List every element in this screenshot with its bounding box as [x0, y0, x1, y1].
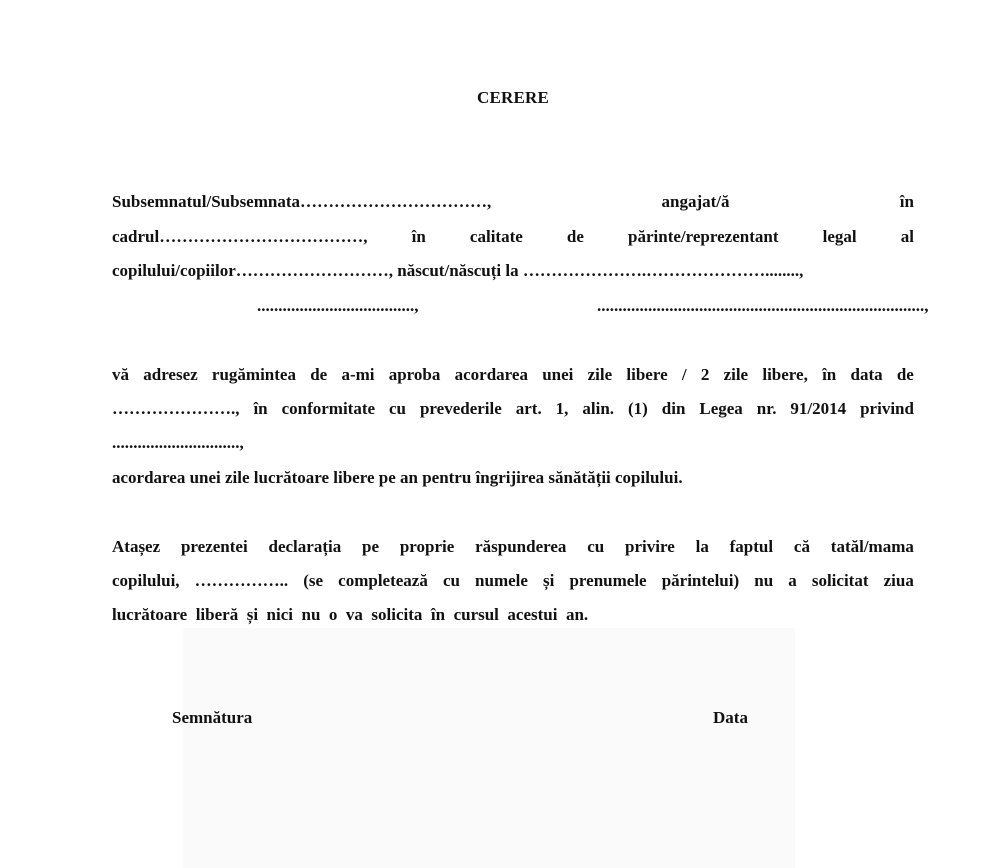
- para2-line1-word: libere,: [762, 365, 808, 384]
- para1-line4-left: .....................................,: [257, 296, 419, 315]
- para2-line1-word: /: [681, 365, 687, 384]
- para2-line2-word: în: [253, 399, 268, 418]
- para2-line1-word: data: [850, 365, 883, 384]
- para2-line1-word: de: [896, 365, 914, 384]
- signature-label: Semnătura: [172, 708, 253, 727]
- para1-line1: [112, 192, 914, 212]
- para2-line3: ..............................,: [112, 433, 244, 452]
- para1-line1-word: Subsemnatul/Subsemnata……………………………,: [112, 192, 492, 211]
- para3-line2-word: părintelui): [661, 571, 740, 590]
- para1-line2-word: cadrul………………………………,: [112, 227, 368, 246]
- para2-line1-word: adresez: [143, 365, 198, 384]
- para1-line2-word: al: [900, 227, 914, 246]
- para2-line1: [112, 365, 914, 385]
- para3-line2-word: ……………..: [194, 571, 289, 590]
- para2-line2-word: (1): [627, 399, 648, 418]
- document-title: CERERE: [476, 88, 550, 107]
- para2-line1-word: de: [310, 365, 328, 384]
- para1-line1-word: în: [899, 192, 914, 211]
- para3-line2-word: copilului,: [112, 571, 180, 590]
- para3-line2-word: numele: [475, 571, 528, 590]
- para2-line1-word: zile: [587, 365, 613, 384]
- para3-line1-word: proprie: [399, 537, 455, 556]
- para2-line1-word: acordarea: [454, 365, 528, 384]
- para2-line4: acordarea unei zile lucrătoare libere pe an pentru îngrijirea sănătății copilului.: [112, 468, 683, 487]
- para3-line2-word: cu: [442, 571, 460, 590]
- para3-line1-word: declarația: [268, 537, 342, 556]
- para2-line2-word: Legea: [699, 399, 743, 418]
- para3-line2-word: ziua: [883, 571, 914, 590]
- para2-line1-word: vă: [112, 365, 129, 384]
- para1-line2-word: calitate: [469, 227, 523, 246]
- para3-line1: [112, 537, 914, 557]
- para3-line2-word: și: [543, 571, 555, 590]
- para3-line2-word: solicitat: [811, 571, 869, 590]
- para1-line2: [112, 227, 914, 247]
- para1-line1-word: angajat/ă: [661, 192, 730, 211]
- para2-line2-word: 91/2014: [790, 399, 847, 418]
- para2-line1-word: rugămintea: [211, 365, 296, 384]
- para3-line1-word: tatăl/mama: [830, 537, 914, 556]
- para3-line1-word: răspunderea: [475, 537, 567, 556]
- para1-line2-word: în: [411, 227, 426, 246]
- para3-line1-word: Atașez: [112, 537, 161, 556]
- para2-line2-word: cu: [389, 399, 407, 418]
- para3-line2-word: completează: [338, 571, 428, 590]
- para1-line2-word: de: [566, 227, 584, 246]
- para2-line1-word: 2: [700, 365, 710, 384]
- para2-line2-word: conformitate: [281, 399, 376, 418]
- para2-line2: [112, 399, 914, 419]
- para3-line1-word: că: [793, 537, 810, 556]
- para2-line1-word: unei: [542, 365, 574, 384]
- para3-line1-word: pe: [362, 537, 380, 556]
- para2-line2-word: privind: [860, 399, 914, 418]
- para3-line2: [112, 571, 914, 591]
- para1-line3: copilului/copiilor………………………, născut/născuți la ………………….…………………........,: [112, 261, 804, 280]
- scan-shade: [183, 628, 795, 868]
- para2-line2-word: alin.: [582, 399, 615, 418]
- para2-line1-word: libere: [626, 365, 668, 384]
- para2-line1-word: zile: [723, 365, 749, 384]
- para2-line2-word: nr.: [756, 399, 777, 418]
- para2-line1-word: a-mi: [341, 365, 375, 384]
- para3-line1-word: la: [695, 537, 709, 556]
- para3-line1-word: prezentei: [180, 537, 248, 556]
- para2-line1-word: în: [822, 365, 837, 384]
- para2-line2-word: din: [661, 399, 686, 418]
- para1-line2-word: părinte/reprezentant: [628, 227, 779, 246]
- para2-line2-word: 1,: [555, 399, 569, 418]
- para2-line1-word: aproba: [388, 365, 441, 384]
- para3-line2-word: prenumele: [569, 571, 647, 590]
- para2-line2-word: ………………….,: [112, 399, 240, 418]
- para2-line2-word: prevederile: [419, 399, 502, 418]
- para3-line2-word: nu: [754, 571, 774, 590]
- para3-line3: lucrătoare liberă și nici nu o va solicita în cursul acestui an.: [112, 605, 589, 624]
- para3-line2-word: a: [788, 571, 797, 590]
- para2-line2-word: art.: [515, 399, 542, 418]
- date-label: Data: [713, 708, 748, 727]
- para3-line1-word: cu: [587, 537, 605, 556]
- para3-line1-word: faptul: [729, 537, 774, 556]
- para3-line1-word: privire: [625, 537, 675, 556]
- para3-line2-word: (se: [303, 571, 324, 590]
- para1-line4-right: .............................................................................,: [597, 296, 929, 315]
- para1-line2-word: legal: [822, 227, 857, 246]
